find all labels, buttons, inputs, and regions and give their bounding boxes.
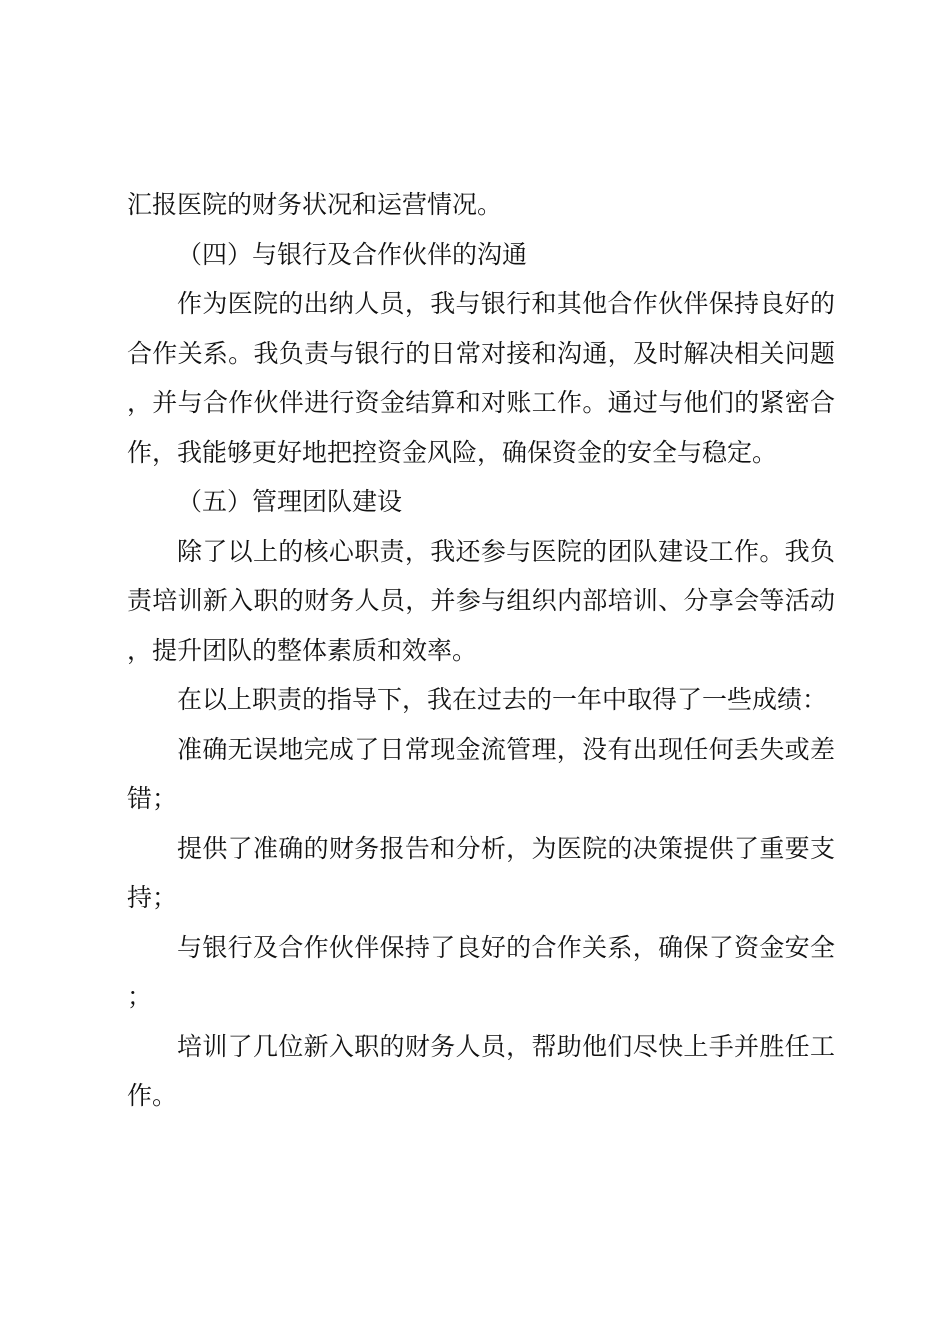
achievement-item-1: 准确无误地完成了日常现金流管理，没有出现任何丢失或差错； [127, 734, 835, 813]
achievement-item-3: 与银行及合作伙伴保持了良好的合作关系，确保了资金安全； [127, 932, 835, 1011]
section-heading-5: （五）管理团队建设 [177, 487, 403, 516]
paragraph-achievements-intro: 在以上职责的指导下，我在过去的一年中取得了一些成绩： [177, 685, 828, 714]
paragraph-bank-communication: 作为医院的出纳人员，我与银行和其他合作伙伴保持良好的合作关系。我负责与银行的日常对接和沟通，及时解决相关问题，并与合作伙伴进行资金结算和对账工作。通过与他们的紧密合作，我能够更好地把控资金风险，确保资金的安全与稳定。 [127, 289, 835, 467]
paragraph-team-building: 除了以上的核心职责，我还参与医院的团队建设工作。我负责培训新入职的财务人员，并参与组织内部培训、分享会等活动，提升团队的整体素质和效率。 [127, 536, 835, 665]
paragraph-continuation: 汇报医院的财务状况和运营情况。 [127, 190, 503, 219]
document-body [127, 180, 835, 1121]
section-heading-4: （四）与银行及合作伙伴的沟通 [177, 239, 528, 269]
achievement-item-2: 提供了准确的财务报告和分析，为医院的决策提供了重要支持； [127, 833, 835, 912]
achievement-item-4: 培训了几位新入职的财务人员，帮助他们尽快上手并胜任工作。 [127, 1031, 835, 1110]
